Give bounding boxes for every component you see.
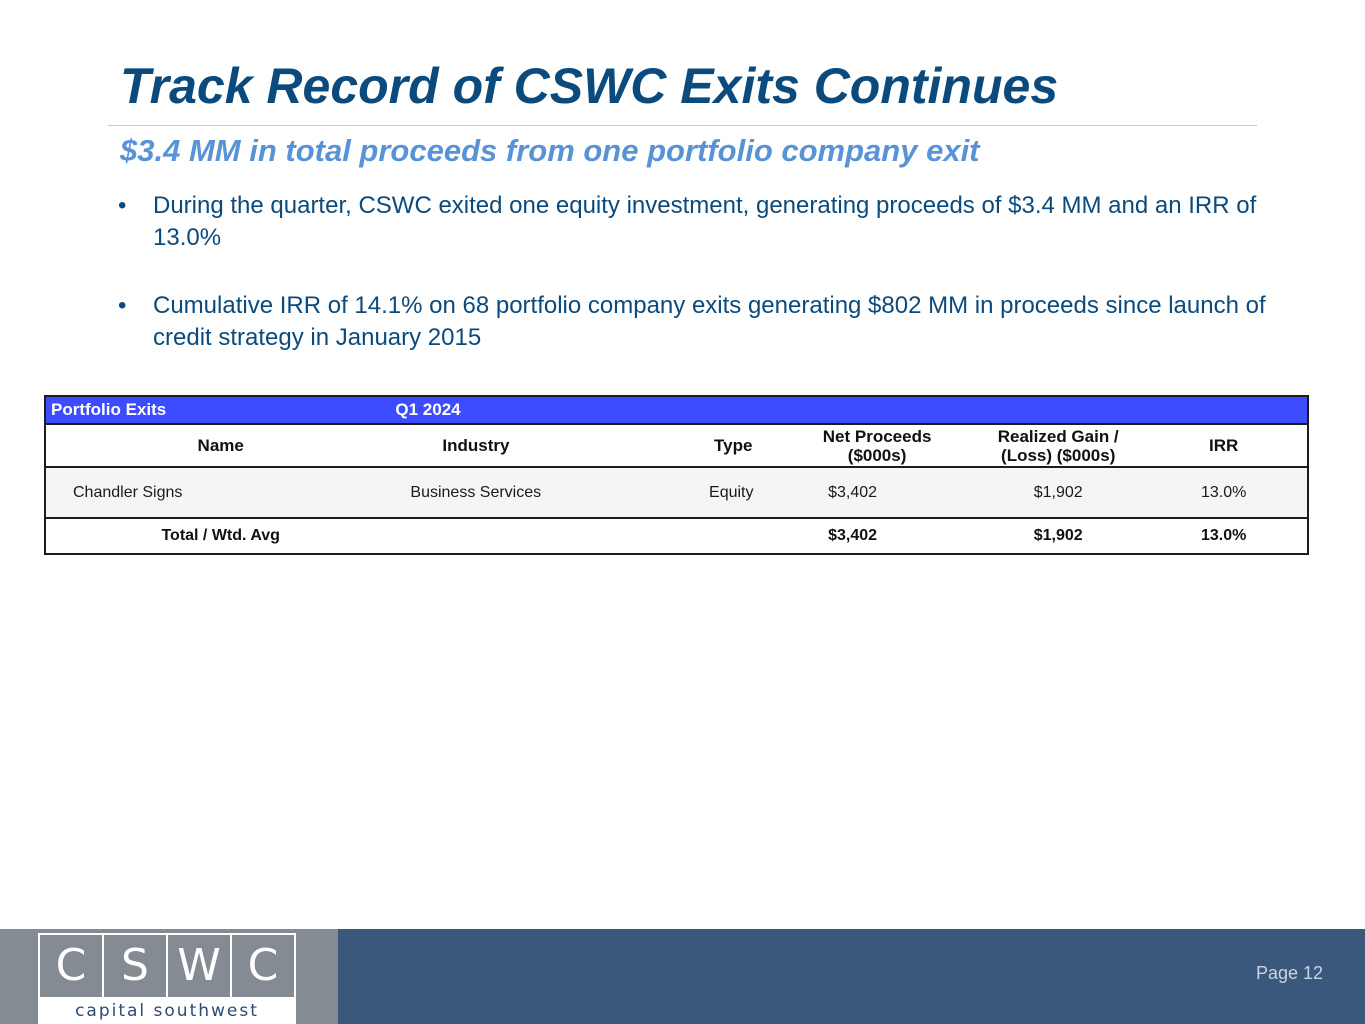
column-header-industry: Industry <box>442 436 510 455</box>
table-total-row <box>45 518 1308 554</box>
total-label: Total / Wtd. Avg <box>161 527 280 544</box>
logo-letter-row <box>40 935 294 999</box>
band-period: Q1 2024 <box>395 400 461 419</box>
net-proceeds-line-2: ($000s) <box>847 445 907 465</box>
bullet-text: Cumulative IRR of 14.1% on 68 portfolio company exits generating $802 MM in proceeds since launch of credit strategy in January 2015 <box>153 292 1266 351</box>
logo-tagline: capital southwest <box>40 999 294 1024</box>
logo-letter-c2: C <box>247 940 279 991</box>
total-realized-gain: $1,902 <box>1033 527 1083 544</box>
column-header-realized-gain <box>976 424 1140 467</box>
slide-title: Track Record of CSWC Exits Continues <box>120 58 1059 114</box>
band-label: Portfolio Exits <box>51 400 167 419</box>
cell-industry: Business Services <box>410 483 542 501</box>
logo-letter-c: C <box>40 935 104 997</box>
portfolio-exits-table <box>44 395 1309 555</box>
logo-letter-s: S <box>104 935 168 997</box>
cell-realized-gain: $1,902 <box>1033 483 1083 501</box>
table-row <box>45 467 1308 518</box>
bullet-list <box>118 190 1298 354</box>
bullet-marker: • <box>118 292 127 319</box>
column-header-net-proceeds <box>818 424 976 467</box>
logo-letter-w: W <box>168 935 232 997</box>
column-header-name: Name <box>197 436 244 455</box>
bullet-text: During the quarter, CSWC exited one equity investment, generating proceeds of $3.4 MM and an IRR of 13.0% <box>153 192 1257 251</box>
total-net-proceeds: $3,402 <box>828 527 878 544</box>
total-irr: 13.0% <box>1200 527 1247 544</box>
total-type-empty <box>564 518 818 554</box>
table-band-row <box>45 396 1308 424</box>
bullet-item-cumulative-irr <box>118 290 1298 354</box>
cswc-logo <box>38 933 296 1024</box>
table-header-row <box>45 424 1308 467</box>
realized-gain-line-1: Realized Gain / <box>997 426 1119 446</box>
page-number: Page 12 <box>1255 963 1323 983</box>
realized-gain-line-2: (Loss) ($000s) <box>1001 445 1116 465</box>
bullet-item-quarter-exit <box>118 190 1298 254</box>
cell-name: Chandler Signs <box>73 483 183 501</box>
cell-irr: 13.0% <box>1200 483 1247 501</box>
bullet-marker: • <box>118 192 127 219</box>
net-proceeds-line-1: Net Proceeds <box>822 426 932 446</box>
column-header-irr: IRR <box>1209 436 1239 455</box>
title-divider <box>108 125 1257 126</box>
slide-subtitle: $3.4 MM in total proceeds from one portfolio company exit <box>120 133 980 168</box>
total-industry-empty <box>395 518 564 554</box>
column-header-type-label: Type <box>714 436 753 455</box>
cell-type: Equity <box>709 483 754 501</box>
cell-net-proceeds: $3,402 <box>828 483 878 501</box>
